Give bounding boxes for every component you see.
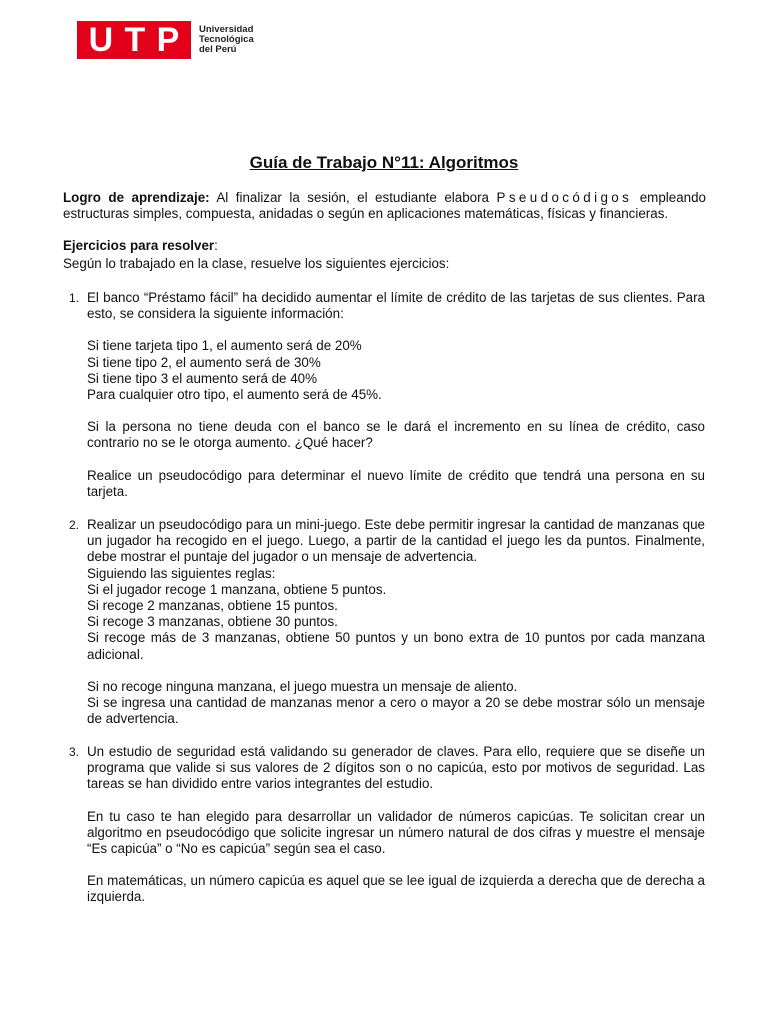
exercise-2-rule-5: Si recoge más de 3 manzanas, obtiene 50 puntos y un bono extra de 10 puntos por cada manzana adicional. [87,630,705,662]
exercise-1-number: 1. [69,291,80,305]
exercise-1-paragraph-2: Si la persona no tiene deuda con el banco se le dará el incremento en su línea de crédito, caso contrario no se le otorga aumento. ¿Qué hacer? [87,419,705,451]
exercise-2-paragraph-1: Realizar un pseudocódigo para un mini-juego. Este debe permitir ingresar la cantidad de manzanas que un jugador ha recogido en el juego. Luego, a partir de la cantidad el juego les da puntos. Finalmente, debe mostrar el puntaje del jugador o un mensaje de advertencia. [87,517,705,565]
exercise-3-paragraph-2: En tu caso te han elegido para desarrollar un validador de números capicúas. Te solicitan crear un algoritmo en pseudocódigo que solicite ingresar un número natural de dos cifras y muestre el mensaje “Es capicúa” o “No es capicúa” según sea el caso. [87,808,705,857]
exercise-1-paragraph-1: El banco “Préstamo fácil” ha decidido aumentar el límite de crédito de las tarjetas de sus clientes. Para esto, se considera la siguiente información: [87,290,705,322]
exercise-3-paragraph-3: En matemáticas, un número capicúa es aquel que se lee igual de izquierda a derecha que de derecha a izquierda. [87,873,705,905]
logo-letter-u: U [88,21,114,59]
exercise-2-paragraph-3: Si se ingresa una cantidad de manzanas menor a cero o mayor a 20 se debe mostrar sólo un mensaje de advertencia. [87,695,705,727]
exercises-intro: Según lo trabajado en la clase, resuelve los siguientes ejercicios: [63,256,450,271]
exercises-label: Ejercicios para resolver [63,238,215,253]
exercise-2-paragraph-2: Si no recoge ninguna manzana, el juego muestra un mensaje de aliento. [87,678,518,694]
exercise-2-rule-2: Si el jugador recoge 1 manzana, obtiene 5 puntos. [87,581,387,597]
page-title: Guía de Trabajo N°11: Algoritmos [249,153,519,172]
exercise-1-rule-1: Si tiene tarjeta tipo 1, el aumento será de 20% [87,338,362,354]
logo-letter-t: T [124,21,146,59]
learning-goal [63,190,706,222]
exercise-3-paragraph-1: Un estudio de seguridad está validando su generador de claves. Para ello, requiere que se diseñe un programa que valide si sus valores de 2 dígitos son o no capicúa, esto por motivos de seguridad. Las tareas se han dividido entre varios integrantes del estudio. [87,744,705,792]
logo-line-3: del Perú [199,44,237,55]
learning-goal-label: Logro de aprendizaje: [63,190,210,205]
exercise-1-rule-4: Para cualquier otro tipo, el aumento será de 45%. [87,387,382,403]
exercise-1-rule-3: Si tiene tipo 3 el aumento será de 40% [87,370,318,386]
exercise-3-number: 3. [69,745,80,759]
logo-wordmark [199,25,254,55]
exercise-2-rule-4: Si recoge 3 manzanas, obtiene 30 puntos. [87,614,338,630]
exercise-2-rule-3: Si recoge 2 manzanas, obtiene 15 puntos. [87,598,338,614]
learning-goal-text-b: empleando estructuras simples, compuesta, anidadas o según en aplicaciones matemáticas, físicas y financieras. [63,190,706,222]
logo-mark [77,21,191,59]
logo-letter-p: P [156,21,180,59]
exercise-1-rule-2: Si tiene tipo 2, el aumento será de 30% [87,354,321,370]
exercise-1-paragraph-3: Realice un pseudocódigo para determinar el nuevo límite de crédito que tendrá una persona en su tarjeta. [87,467,705,499]
exercise-2-rule-1: Siguiendo las siguientes reglas: [87,565,276,581]
exercise-2-number: 2. [69,518,80,532]
logo-line-2: Tecnológica [199,34,254,45]
logo-line-1: Universidad [199,24,254,35]
utp-logo [77,21,254,59]
exercises-heading [63,238,706,254]
learning-goal-spaced-word: Pseudocódigos [496,190,633,205]
exercises-colon: : [214,238,218,253]
learning-goal-text-a: Al finalizar la sesión, el estudiante elabora [209,190,497,205]
